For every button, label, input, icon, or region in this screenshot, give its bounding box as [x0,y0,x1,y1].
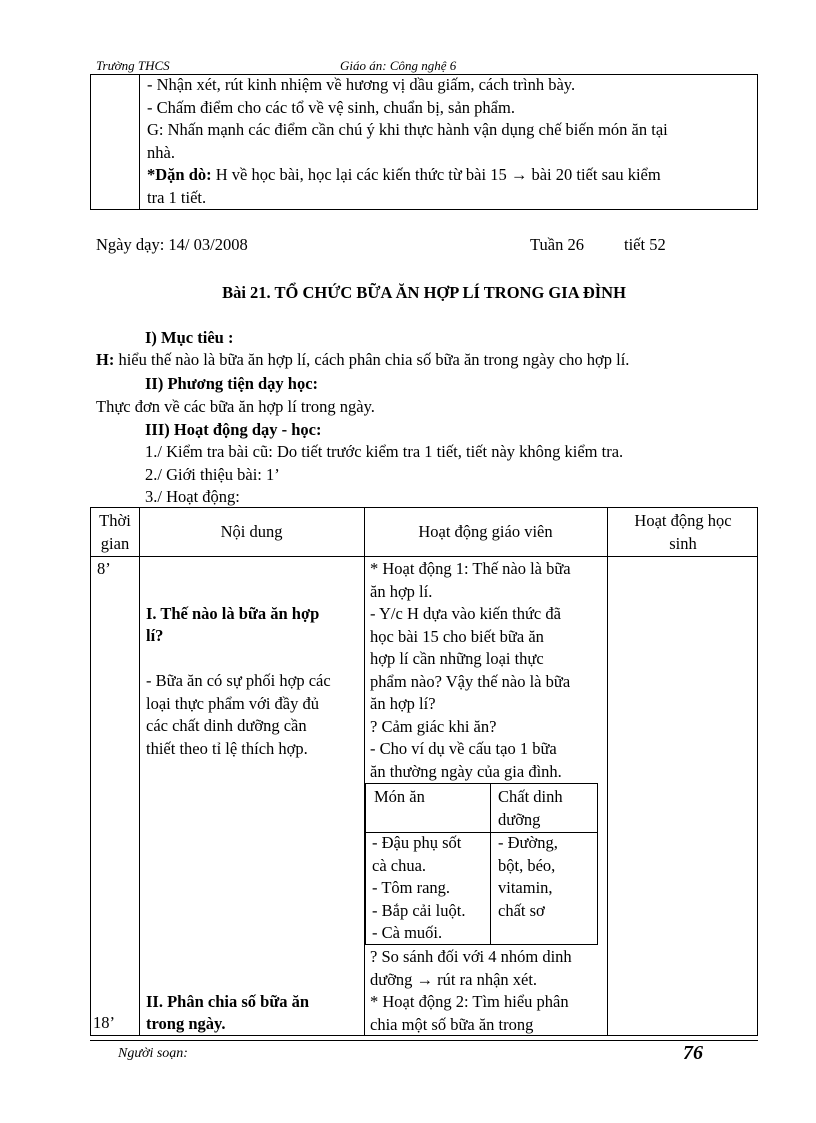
teacher-line: hợp lí cần những loại thực [370,649,544,668]
footer-author: Người soạn: [118,1046,188,1061]
continuation-line: - Nhận xét, rút kinh nhiệm về hương vị dầu giấm, cách trình bày. [147,75,576,94]
nutrient-item: vitamin, [498,878,553,897]
inner-header-nutrient-2: dưỡng [498,809,541,829]
time-2: 18’ [93,1013,115,1032]
nutrient-item: chất sơ [498,900,545,920]
step-2: 2./ Giới thiệu bài: 1’ [145,465,280,484]
activity-table [90,507,758,1036]
lesson-title: Bài 21. TỔ CHỨC BỮA ĂN HỢP LÍ TRONG GIA ĐÌNH [222,283,626,302]
homework-label: *Dặn dò: [147,165,212,184]
inner-col-divider [490,784,491,944]
header-subject: Giáo án: Công nghệ 6 [340,58,457,73]
col-divider [139,508,140,1035]
teacher-line: ? Cảm giác khi ăn? [370,716,497,736]
nutrient-item: - Đường, [498,833,558,852]
homework-line-2: tra 1 tiết. [147,187,207,207]
step-3: 3./ Hoạt động: [145,487,240,506]
content-heading-2b: trong ngày. [146,1014,226,1033]
objective-line [96,349,629,371]
means-heading: II) Phương tiện dạy học: [145,374,319,393]
col-divider [364,508,365,1035]
header-row-divider [91,556,757,557]
content-line: các chất dinh dưỡng cần [146,716,307,735]
teacher-line: ăn thường ngày của gia đình. [370,761,562,781]
teacher-activity-1 [370,558,606,783]
inner-header-nutrient-1: Chất dinh [498,787,563,806]
teacher-line: ăn hợp lí. [370,581,433,601]
header-teacher: Hoạt động giáo viên [418,522,553,541]
inner-header-dish: Món ăn [374,787,425,806]
header-time [91,510,139,555]
homework-text: H về học bài, học lại các kiến thức từ bài 15 → bài 20 tiết sau kiểm [211,165,661,184]
meal-example-table [365,783,598,945]
lesson-date: Ngày dạy: 14/ 03/2008 [96,235,248,254]
teacher-line: * Hoạt động 2: Tìm hiểu phân [370,992,569,1011]
objective-text: hiểu thế nào là bữa ăn hợp lí, cách phân chia số bữa ăn trong ngày cho hợp lí. [114,350,630,369]
content-heading-2: II. Phân chia số bữa ăn [146,992,310,1011]
teacher-line: * Hoạt động 1: Thế nào là bữa [370,559,571,578]
content-line: thiết theo tỉ lệ thích hợp. [146,738,308,758]
col-divider [607,508,608,1035]
content-heading-1b: lí? [146,626,164,645]
food-item: cà chua. [372,855,427,875]
continuation-line: - Chấm điểm cho các tổ về vệ sinh, chuẩn bị, sản phẩm. [147,97,515,117]
teacher-line: học bài 15 cho biết bữa ăn [370,626,544,646]
food-item: - Bắp cải luột. [372,900,466,920]
teacher-line: ăn hợp lí? [370,694,436,713]
content-line: - Bữa ăn có sự phối hợp các [146,671,331,690]
inner-nutrients [498,832,558,922]
food-item: - Đậu phụ sốt [372,833,462,852]
means-text: Thực đơn về các bữa ăn hợp lí trong ngày. [96,397,375,416]
content-line: loại thực phẩm với đầy đủ [146,693,320,713]
teacher-line: chia một số bữa ăn trong [370,1014,534,1034]
header-school: Trường THCS [96,58,170,73]
lesson-week: Tuần 26 [530,235,584,254]
lesson-period: tiết 52 [624,235,666,254]
food-item: - Tôm rang. [372,878,451,897]
step-1: 1./ Kiểm tra bài cũ: Do tiết trước kiểm tra 1 tiết, tiết này không kiểm tra. [145,442,624,461]
teacher-line: phẩm nào? Vậy thế nào là bữa [370,671,571,691]
inner-foods [372,832,465,945]
content-heading-1: I. Thế nào là bữa ăn hợp [146,604,320,623]
objective-heading: I) Mục tiêu : [145,328,234,347]
continuation-table [90,74,758,210]
content-body [146,670,361,760]
homework-line [147,164,751,187]
continuation-line: G: Nhấn mạnh các điểm cần chú ý khi thực hành vận dụng chế biến món ăn tại [147,120,668,139]
activities-heading: III) Hoạt động dạy - học: [145,420,322,439]
teacher-line: dưỡng → rút ra nhận xét. [370,969,538,989]
page-number: 76 [683,1042,703,1064]
header-time-1: Thời [99,511,131,530]
objective-label: H: [96,350,115,369]
teacher-line: - Cho ví dụ về cấu tạo 1 bữa [370,739,557,758]
header-student [607,510,759,555]
nutrient-item: bột, béo, [498,855,556,875]
continuation-divider [139,74,140,209]
footer-rule [90,1040,758,1041]
continuation-line: nhà. [147,142,175,162]
header-student-1: Hoạt động học [634,511,732,530]
teacher-line: - Y/c H dựa vào kiến thức đã [370,604,561,623]
food-item: - Cà muối. [372,923,443,942]
header-time-2: gian [100,533,130,553]
inner-header-nutrient [498,786,563,831]
teacher-line: ? So sánh đối với 4 nhóm dinh [370,947,572,966]
header-student-2: sinh [669,533,697,553]
time-1: 8’ [97,559,111,578]
header-content: Nội dung [220,522,283,541]
teacher-activity-2 [370,946,606,1036]
